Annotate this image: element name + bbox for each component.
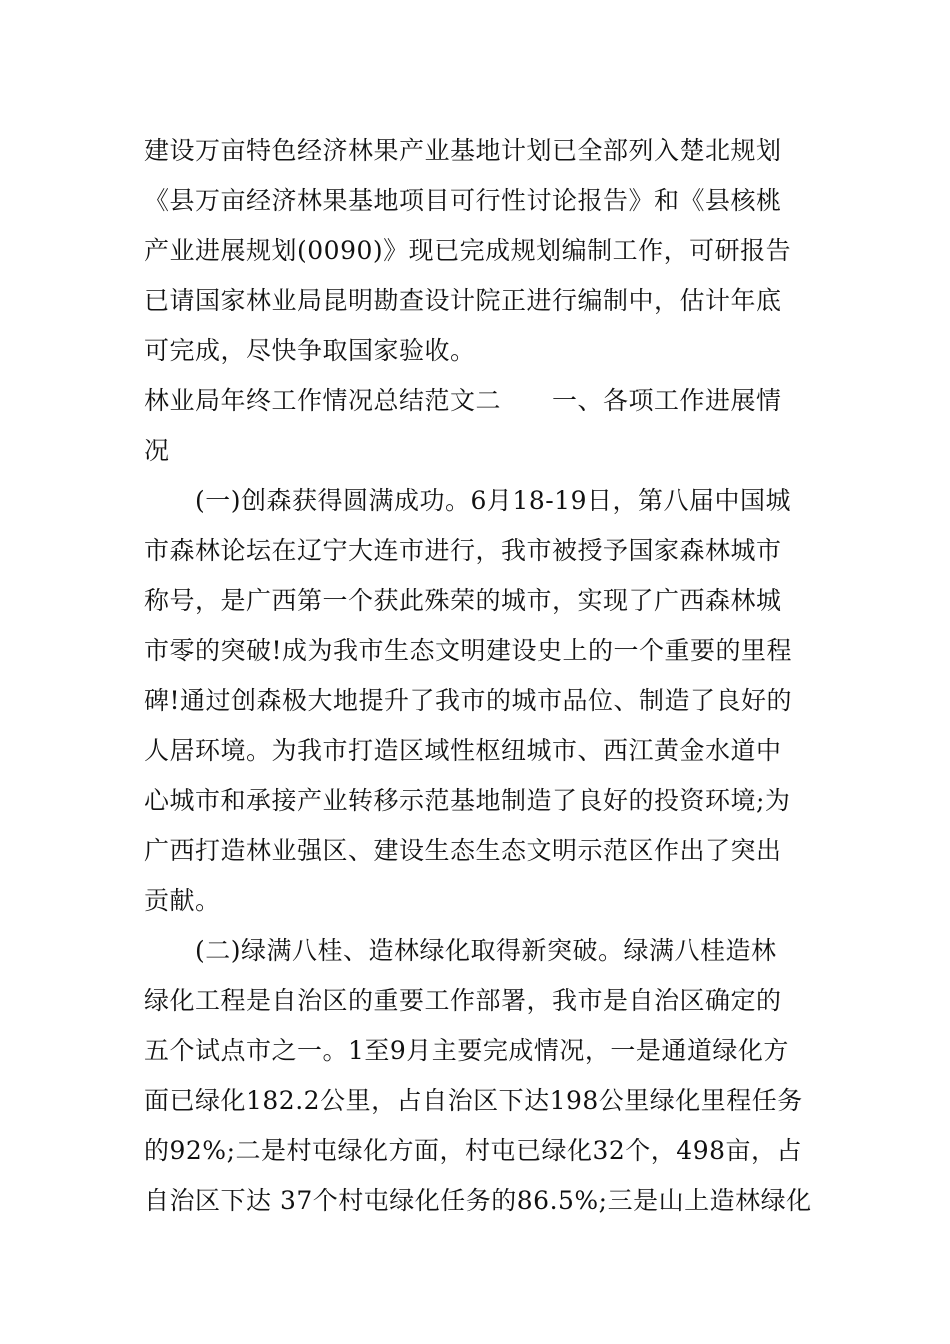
paragraph-3-line-2: 绿化工程是自治区的重要工作部署，我市是自治区确定的: [144, 986, 782, 1015]
paragraph-3-line-5: 的92%;二是村屯绿化方面，村屯已绿化32个，498亩，占: [144, 1136, 803, 1165]
paragraph-1-line-5: 可完成，尽快争取国家验收。: [144, 336, 476, 365]
paragraph-2-line-3: 称号，是广西第一个获此殊荣的城市，实现了广西森林城: [144, 586, 782, 615]
paragraph-2-line-5: 碑!通过创森极大地提升了我市的城市品位、制造了良好的: [144, 686, 793, 715]
paragraph-3-line-3: 五个试点市之一。1至9月主要完成情况，一是通道绿化方: [144, 1036, 789, 1065]
paragraph-3-line-1: (二)绿满八桂、造林绿化取得新突破。绿满八桂造林: [144, 936, 777, 965]
paragraph-3-line-6: 自治区下达 37个村屯绿化任务的86.5%;三是山上造林绿化: [144, 1186, 812, 1215]
paragraph-2-line-2: 市森林论坛在辽宁大连市进行，我市被授予国家森林城市: [144, 536, 782, 565]
paragraph-3-line-4: 面已绿化182.2公里，占自治区下达198公里绿化里程任务: [144, 1086, 803, 1115]
paragraph-2-line-9: 贡献。: [144, 886, 221, 915]
paragraph-1-line-2: 《县万亩经济林果基地项目可行性讨论报告》和《县核桃: [144, 186, 782, 215]
paragraph-1-line-4: 已请国家林业局昆明勘查设计院正进行编制中，估计年底: [144, 286, 782, 315]
paragraph-2-line-4: 市零的突破!成为我市生态文明建设史上的一个重要的里程: [144, 636, 793, 665]
section-heading-line-1: 林业局年终工作情况总结范文二 一、各项工作进展情: [144, 386, 782, 415]
section-heading-line-2: 况: [144, 436, 170, 465]
paragraph-2-line-7: 心城市和承接产业转移示范基地制造了良好的投资环境;为: [144, 786, 791, 815]
paragraph-2-line-8: 广西打造林业强区、建设生态生态文明示范区作出了突出: [144, 836, 782, 865]
paragraph-1-line-3: 产业进展规划(0090)》现已完成规划编制工作，可研报告: [144, 236, 792, 265]
paragraph-2-line-1: (一)创森获得圆满成功。6月18-19日，第八届中国城: [144, 486, 791, 515]
paragraph-1-line-1: 建设万亩特色经济林果产业基地计划已全部列入楚北规划: [144, 136, 782, 165]
paragraph-2-line-6: 人居环境。为我市打造区域性枢纽城市、西江黄金水道中: [144, 736, 782, 765]
